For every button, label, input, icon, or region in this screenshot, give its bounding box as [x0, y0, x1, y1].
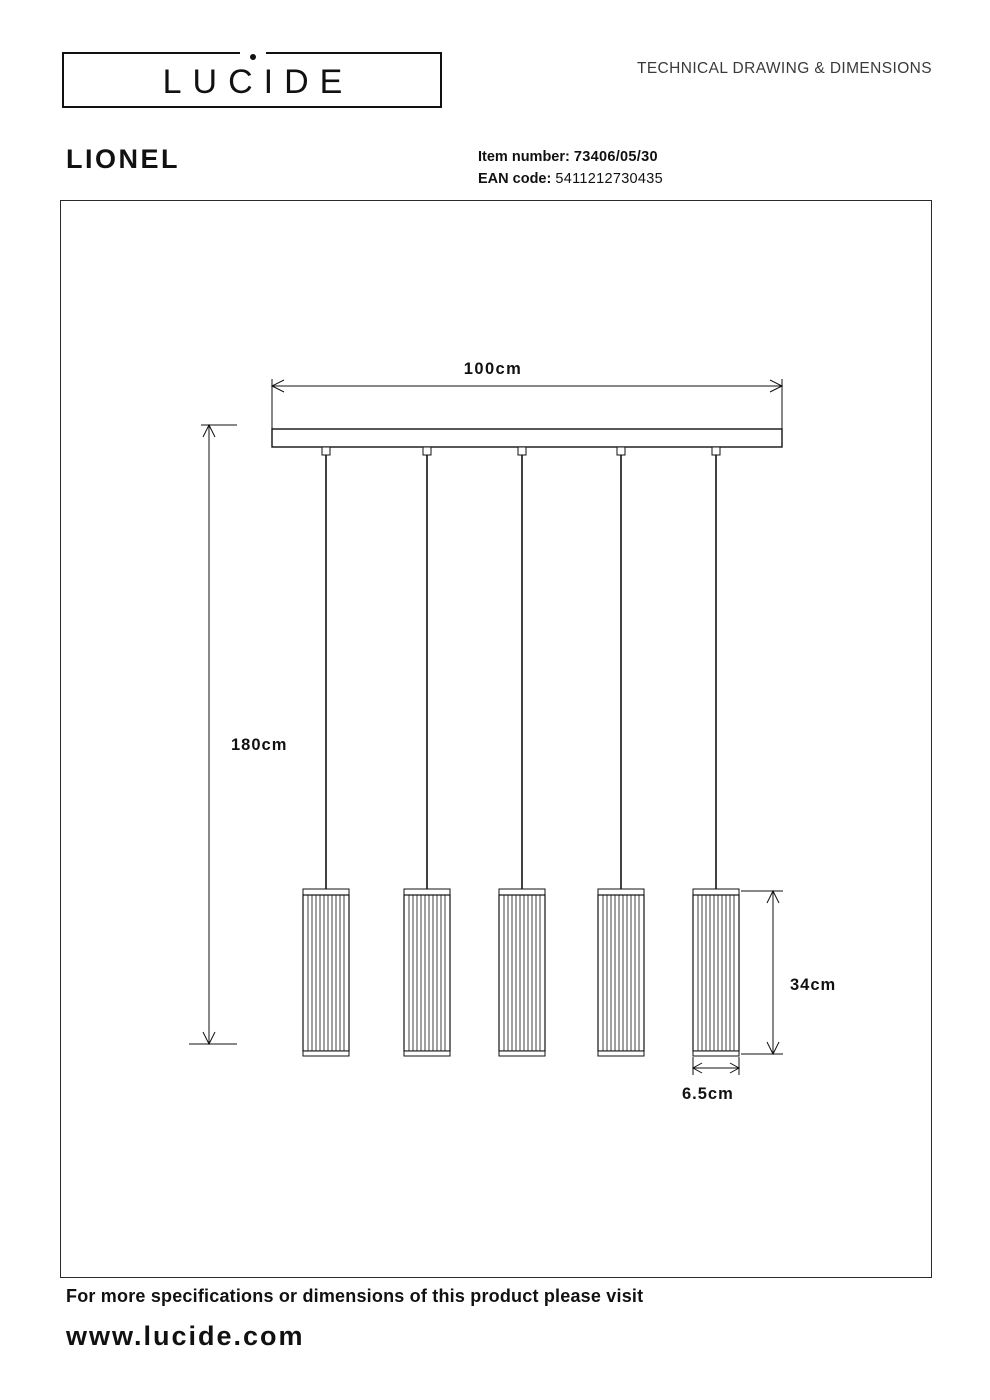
item-number-label: Item number:	[478, 149, 570, 165]
footer-text: For more specifications or dimensions of this product please visit	[66, 1286, 644, 1306]
item-number-row	[478, 146, 663, 168]
pendant-lamp-2	[404, 447, 450, 1056]
item-number-value: 73406/05/30	[573, 149, 658, 165]
ean-label: EAN code:	[478, 171, 552, 187]
footer-website-link[interactable]: www.lucide.com	[66, 1321, 305, 1351]
header-subtitle: TECHNICAL DRAWING & DIMENSIONS	[636, 60, 932, 77]
pendant-lamp-4	[598, 447, 644, 1056]
ean-row	[478, 168, 663, 190]
ceiling-bar	[272, 429, 782, 447]
logo-i-dot-icon	[250, 54, 256, 60]
page-header	[62, 52, 932, 112]
height-dimension-line	[189, 425, 237, 1044]
title-row	[66, 144, 932, 192]
product-meta	[478, 146, 663, 190]
lucide-logo-text: LUCIDE	[162, 63, 354, 101]
shade-height-dimension-line	[741, 891, 783, 1054]
technical-drawing-frame	[60, 200, 932, 1278]
pendant-lamp-3	[499, 447, 545, 1056]
height-dimension-label: 180cm	[231, 736, 288, 754]
width-dimension-line	[272, 379, 782, 433]
page-title: LIONEL	[66, 144, 180, 174]
technical-drawing	[61, 201, 933, 1279]
width-dimension-label: 100cm	[463, 360, 523, 378]
lucide-logo-box	[62, 52, 442, 108]
pendant-lamp-5	[693, 447, 739, 1056]
ean-value: 5411212730435	[555, 171, 664, 187]
page-footer	[66, 1286, 926, 1352]
shade-height-dimension-label: 34cm	[790, 976, 837, 994]
shade-width-dimension-line	[693, 1057, 739, 1075]
pendant-lamp-1	[303, 447, 349, 1056]
shade-width-dimension-label: 6.5cm	[682, 1085, 734, 1103]
